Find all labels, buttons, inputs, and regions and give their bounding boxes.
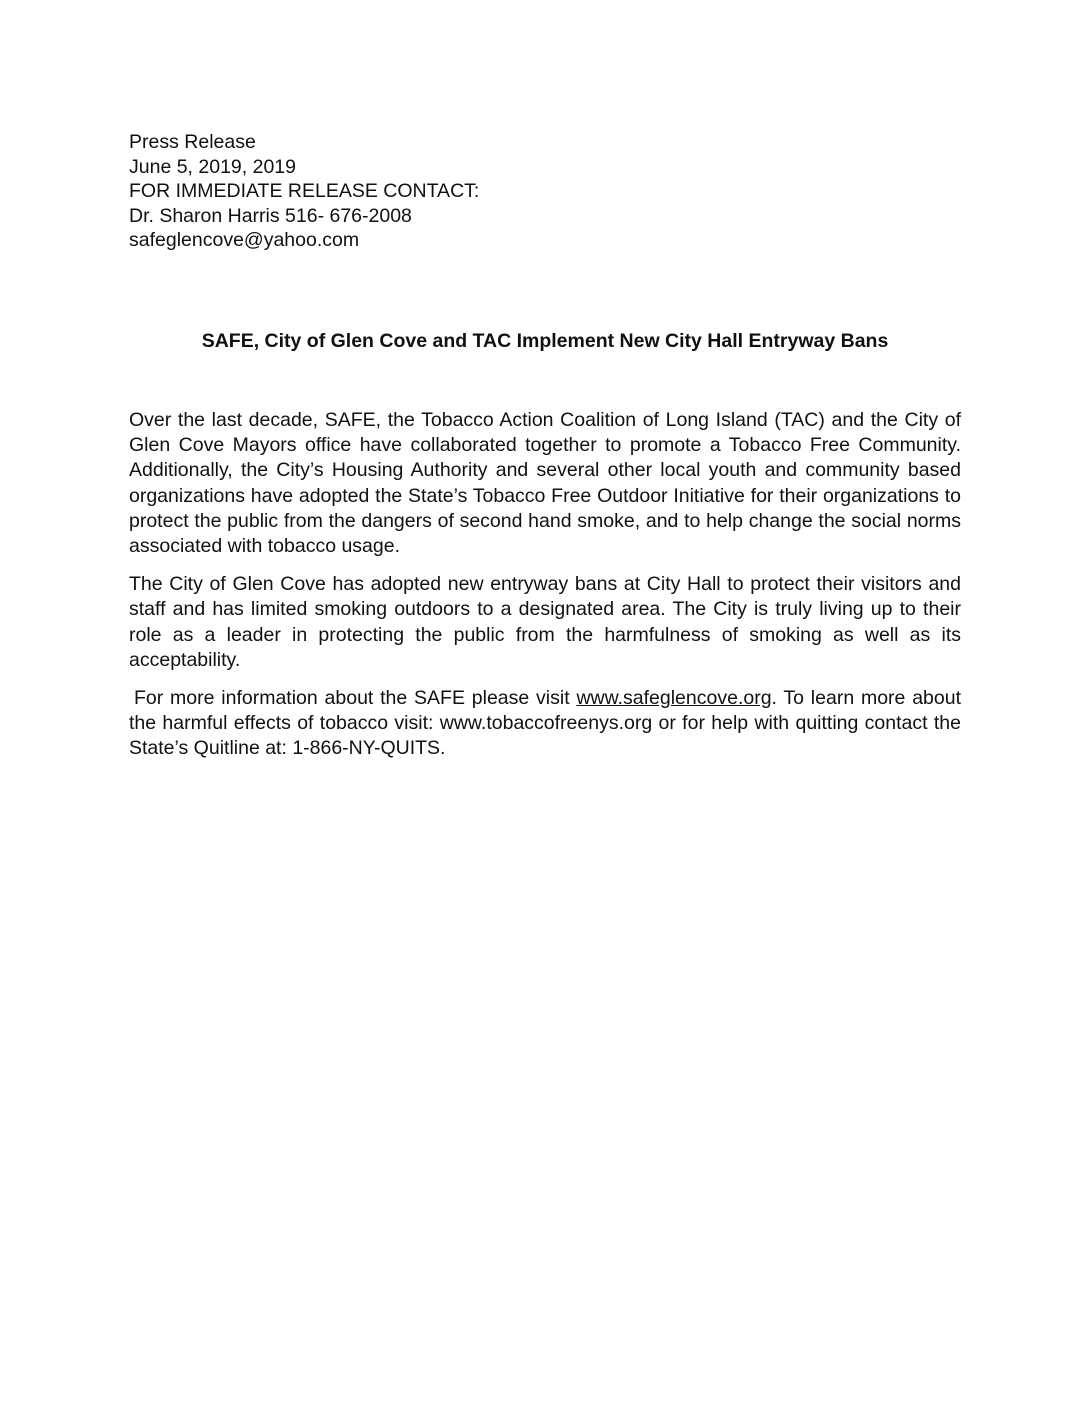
press-release-body [129, 408, 961, 762]
paragraph-3-suffix: . To learn more about the harmful effects of tobacco visit: www.tobaccofreenys.org or for help with quitting contact the State’s Quitline at: 1-866-NY-QUITS. [129, 687, 961, 760]
safe-website-link[interactable]: www.safeglencove.org [576, 687, 772, 710]
contact-name-phone: Dr. Sharon Harris 516- 676-2008 [129, 204, 412, 227]
press-release-headline: SAFE, City of Glen Cove and TAC Implement New City Hall Entryway Bans [201, 330, 889, 352]
release-date: June 5, 2019, 2019 [129, 155, 296, 178]
contact-header [129, 130, 479, 253]
body-paragraph-1: Over the last decade, SAFE, the Tobacco Action Coalition of Long Island (TAC) and the City of Glen Cove Mayors office have collaborated together to promote a Tobacco Free Community. Additionally, the City’s Housing Authority and several other local youth and community based organizations have adopted the State’s Tobacco Free Outdoor Initiative for their organizations to protect the public from the dangers of second hand smoke, and to help change the social norms associated with tobacco usage. [129, 409, 961, 558]
contact-email: safeglencove@yahoo.com [129, 229, 360, 252]
paragraph-3-prefix: For more information about the SAFE please visit [134, 687, 577, 710]
body-paragraph-3 [129, 686, 961, 762]
body-paragraph-2: The City of Glen Cove has adopted new entryway bans at City Hall to protect their visitors and staff and has limited smoking outdoors to a designated area. The City is truly living up to their role as a leader in protecting the public from the harmfulness of smoking as well as its acceptability. [129, 573, 961, 671]
release-contact-heading: FOR IMMEDIATE RELEASE CONTACT: [129, 180, 480, 203]
document-label: Press Release [129, 131, 256, 153]
